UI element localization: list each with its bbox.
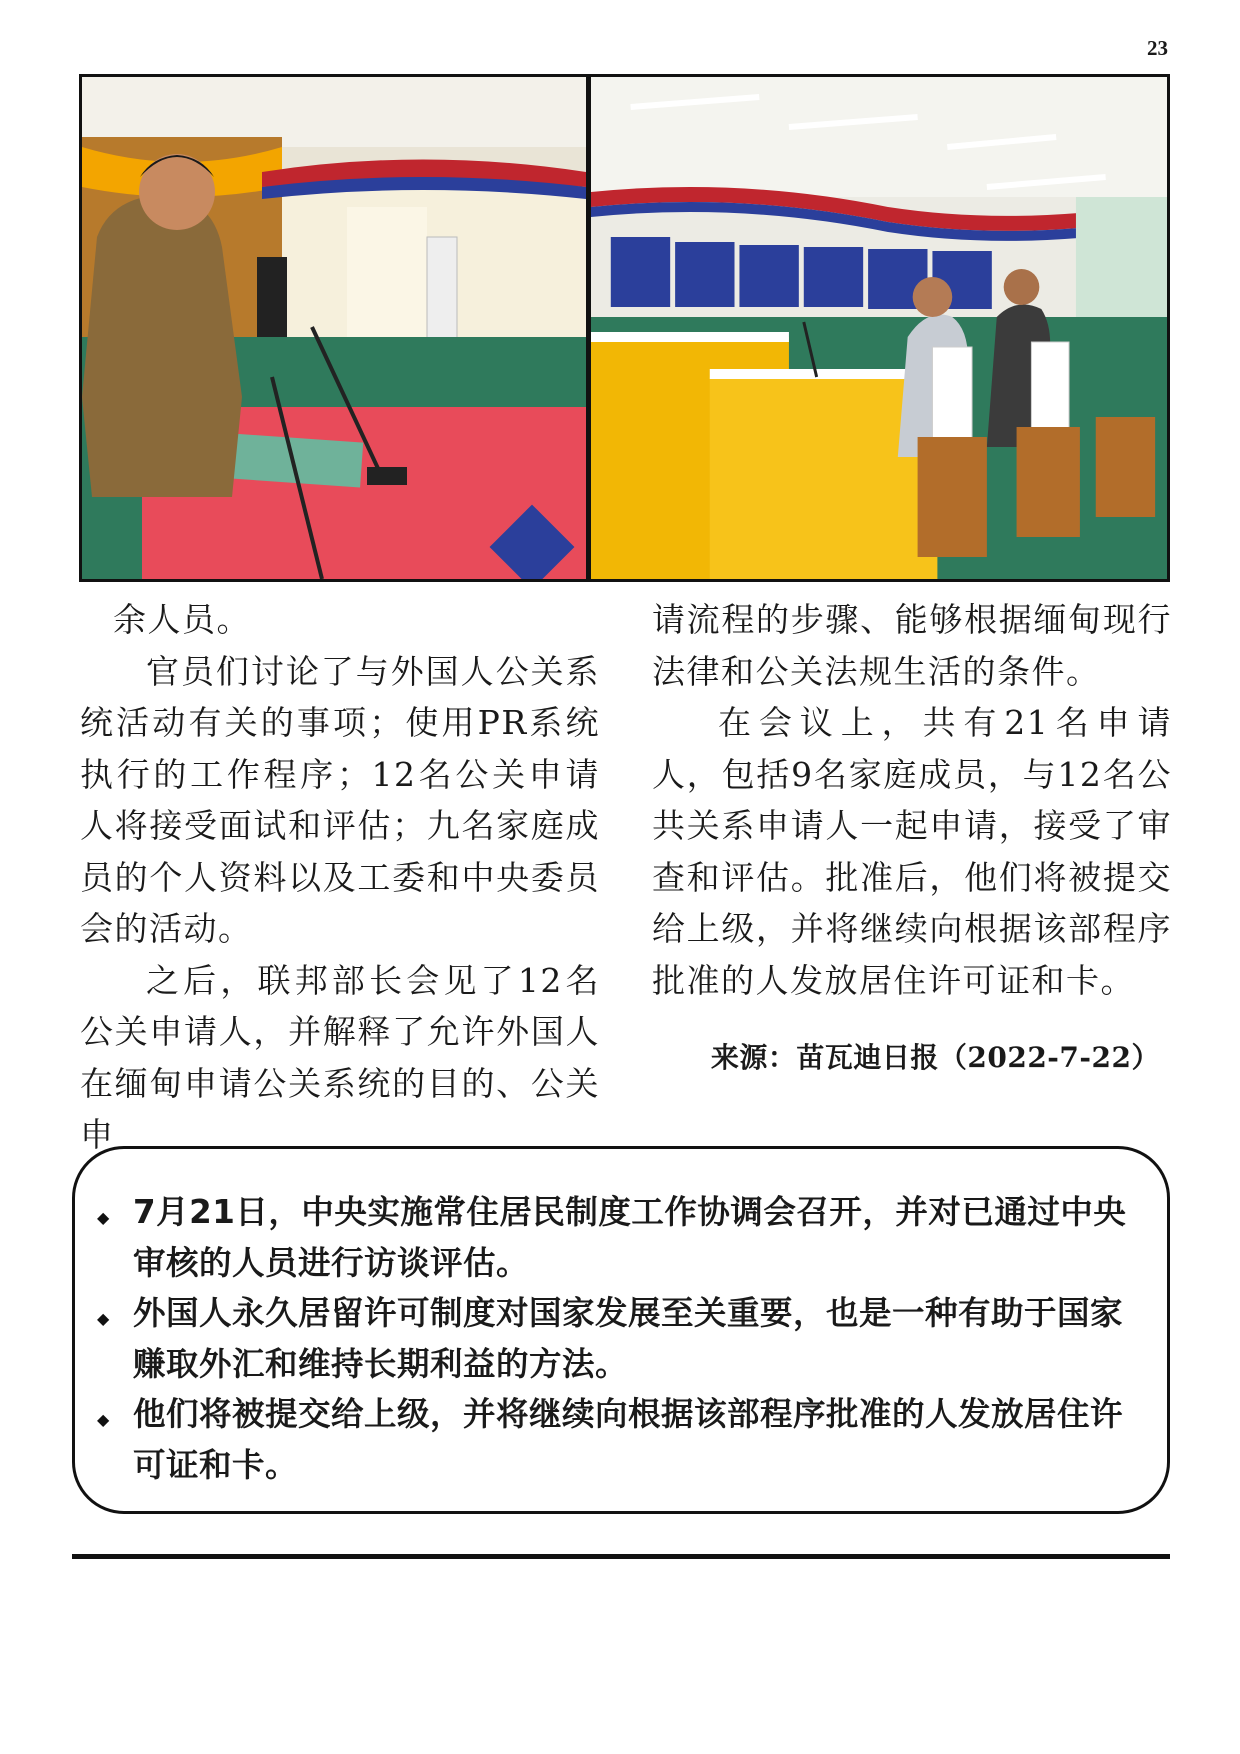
article-paragraph: 之后，联邦部长会见了12名公关申请人，并解释了允许外国人在缅甸申请公关系统的目的、公关申 (80, 960, 600, 1154)
article-body (80, 594, 1172, 1161)
photo-frame (79, 74, 1170, 582)
article-paragraph: 在会议上，共有21名申请人，包括9名家庭成员，与12名公共关系申请人一起申请，接受了审查和评估。批准后，他们将被提交给上级，并将继续向根据该部程序批准的人发放居住许可证和卡。 (652, 703, 1172, 1000)
photo-minister-speaking (82, 77, 586, 579)
article-right-column (652, 594, 1172, 1161)
summary-box (72, 1146, 1170, 1514)
bottom-rule (72, 1554, 1170, 1559)
summary-item (97, 1288, 1141, 1389)
photo-meeting-tables (591, 77, 1167, 579)
summary-item-text: 他们将被提交给上级，并将继续向根据该部程序批准的人发放居住许可证和卡。 (133, 1395, 1124, 1484)
summary-item-text: 7月21日，中央实施常住居民制度工作协调会召开，并对已通过中央审核的人员进行访谈评估。 (133, 1193, 1127, 1282)
article-paragraph: 余人员。 (113, 600, 251, 639)
article-source: 来源：苗瓦迪日报（2022-7-22） (710, 1041, 1160, 1074)
diamond-bullet-icon: ◆ (97, 1410, 110, 1429)
page-number: 23 (1147, 36, 1168, 60)
summary-item (97, 1187, 1141, 1288)
article-left-column (80, 594, 600, 1161)
summary-item-text: 外国人永久居留许可制度对国家发展至关重要，也是一种有助于国家赚取外汇和维持长期利益的方法。 (133, 1294, 1124, 1383)
summary-item (97, 1389, 1141, 1490)
diamond-bullet-icon: ◆ (97, 1309, 110, 1328)
article-paragraph: 请流程的步骤、能够根据缅甸现行法律和公关法规生活的条件。 (652, 600, 1172, 691)
summary-list (97, 1187, 1141, 1490)
diamond-bullet-icon: ◆ (97, 1208, 110, 1227)
article-paragraph: 官员们讨论了与外国人公关系统活动有关的事项；使用PR系统执行的工作程序；12名公关申请人将接受面试和评估；九名家庭成员的个人资料以及工委和中央委员会的活动。 (80, 651, 600, 948)
